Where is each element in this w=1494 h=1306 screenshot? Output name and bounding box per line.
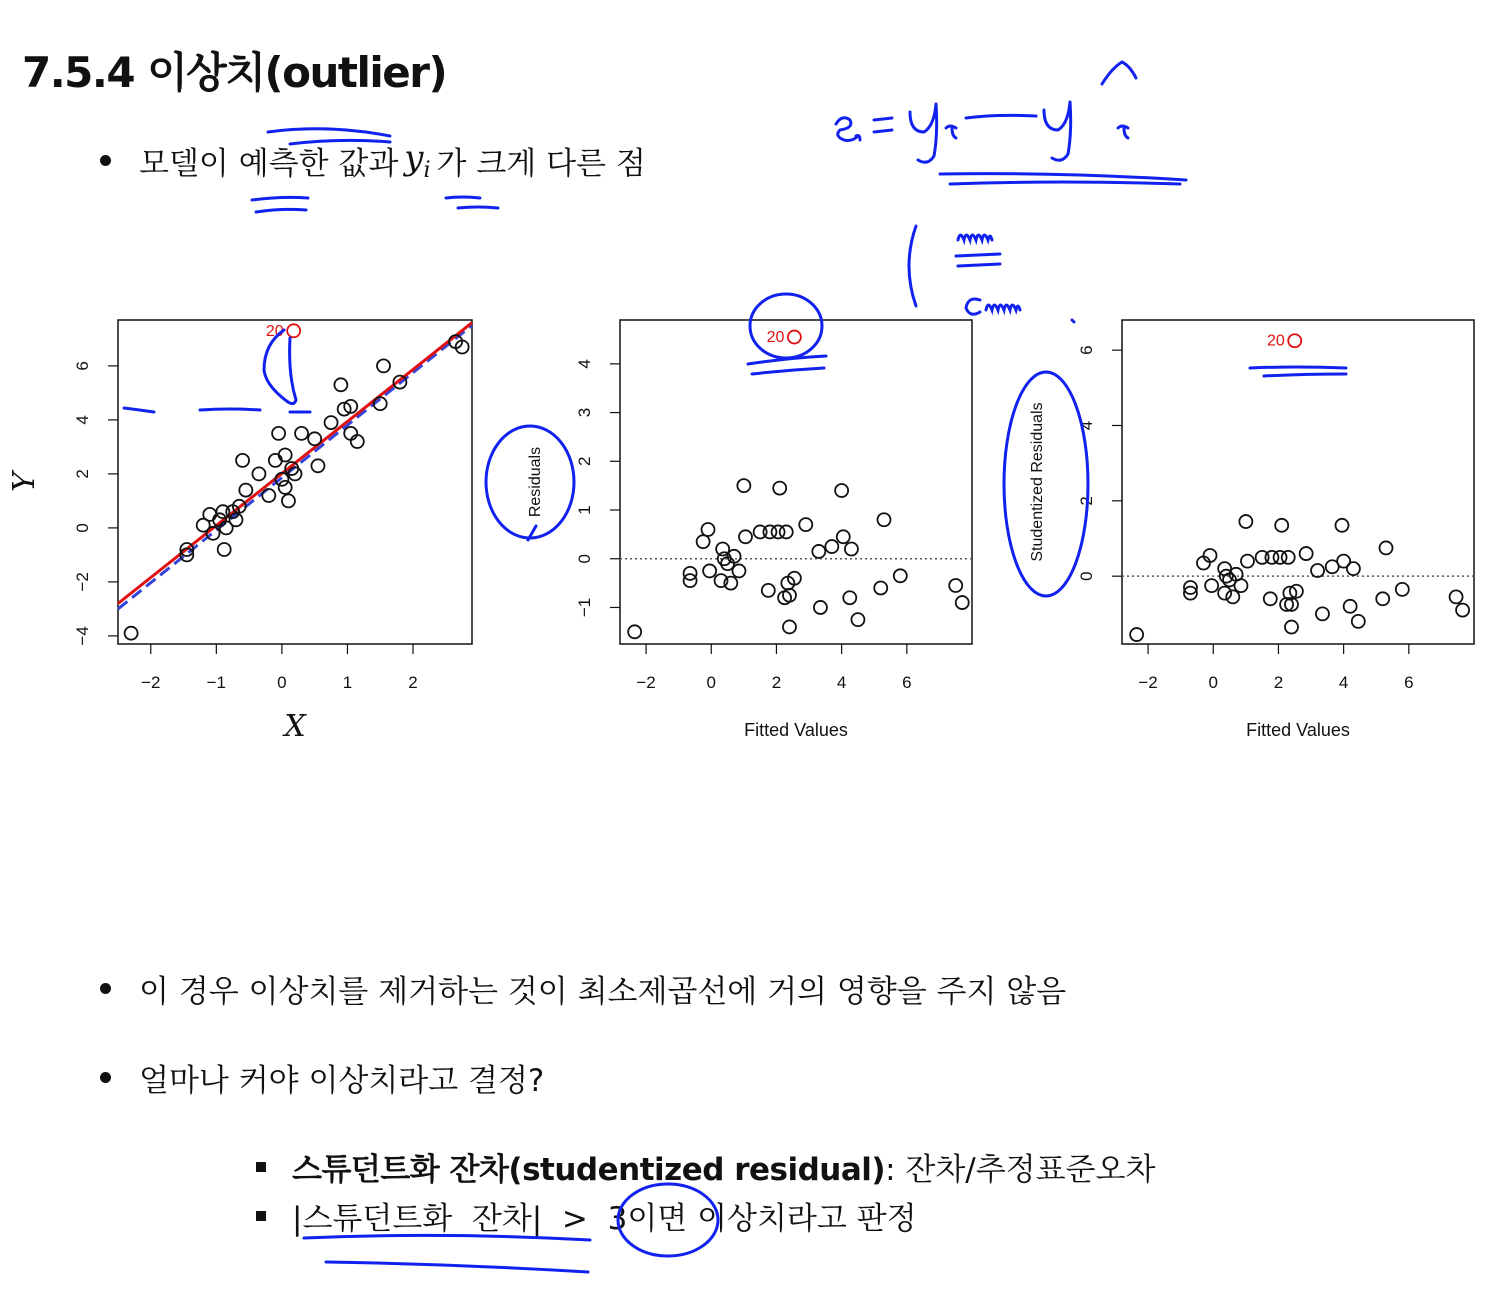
data-point <box>737 479 750 492</box>
y-tick-label: 4 <box>1077 420 1096 431</box>
section-title: 7.5.4 이상치(outlier) <box>22 48 447 97</box>
y-axis-label: Residuals <box>527 446 544 518</box>
sub-bullet-rule <box>256 1193 917 1238</box>
data-point <box>282 494 295 507</box>
data-point <box>1344 600 1357 613</box>
data-point <box>334 378 347 391</box>
y-tick-label: 0 <box>1077 571 1096 581</box>
data-point <box>814 601 827 614</box>
y-tick-label: 0 <box>575 554 594 564</box>
bullet-dot <box>100 1072 111 1083</box>
data-point <box>1130 628 1143 641</box>
x-tick-label: 6 <box>1404 673 1414 692</box>
data-point <box>272 427 285 440</box>
data-point <box>279 481 292 494</box>
sub-bullet-text: : 잔차/추정표준오차 <box>885 1152 1156 1188</box>
x-tick-label: −2 <box>1138 673 1158 692</box>
x-tick-label: 2 <box>408 673 418 692</box>
data-point <box>1456 604 1469 617</box>
x-axis-label: X <box>284 709 306 744</box>
data-point <box>703 564 716 577</box>
data-point <box>239 484 252 497</box>
data-point <box>773 482 786 495</box>
x-tick-label: 2 <box>1273 673 1284 692</box>
x-tick-label: 0 <box>277 673 287 692</box>
data-point <box>1380 541 1393 554</box>
data-point <box>1226 590 1239 603</box>
x-tick-label: 6 <box>902 673 912 692</box>
data-point <box>845 542 858 555</box>
handwritten-formula <box>836 62 1186 184</box>
outlier-point <box>788 331 801 344</box>
data-point <box>1352 615 1365 628</box>
bullet-text: 모델이 예측한 값과 <box>139 146 399 182</box>
data-point <box>311 459 324 472</box>
x-tick-label: −2 <box>636 673 656 692</box>
x-tick-label: 0 <box>1208 673 1218 692</box>
data-point <box>956 596 969 609</box>
data-point <box>812 545 825 558</box>
data-point <box>837 530 850 543</box>
math-sub-i: i <box>423 157 431 183</box>
y-tick-label: 6 <box>73 361 92 371</box>
data-point <box>218 543 231 556</box>
data-point <box>1205 579 1218 592</box>
data-point <box>1450 590 1463 603</box>
y-axis-label: Studentized Residuals <box>1029 402 1046 562</box>
data-point <box>851 613 864 626</box>
data-point <box>325 416 338 429</box>
residuals-chart <box>527 320 972 740</box>
data-point <box>739 530 752 543</box>
data-point <box>894 569 907 582</box>
sub-bullet-square <box>256 1162 266 1172</box>
data-point <box>702 523 715 536</box>
x-axis-label: Fitted Values <box>1246 720 1350 740</box>
data-point <box>1396 583 1409 596</box>
y-tick-label: 2 <box>1077 496 1096 506</box>
sub-bullet-term: 스튜던트화 잔차(studentized residual) <box>292 1152 886 1188</box>
y-tick-label: 4 <box>73 415 92 425</box>
data-point <box>295 427 308 440</box>
data-point <box>1282 551 1295 564</box>
x-tick-label: 4 <box>1338 673 1349 692</box>
data-point <box>1239 515 1252 528</box>
data-point <box>949 579 962 592</box>
x-tick-label: −2 <box>141 673 161 692</box>
bullet-item-question <box>100 1055 544 1100</box>
data-point <box>628 625 641 638</box>
sub-bullet-definition <box>256 1144 1155 1189</box>
y-tick-label: −4 <box>73 626 92 646</box>
data-point <box>236 454 249 467</box>
bullet-item-definition <box>100 138 646 183</box>
data-point <box>262 489 275 502</box>
bullet-text: 이 경우 이상치를 제거하는 것이 최소제곱선에 거의 영향을 주지 않음 <box>139 974 1067 1010</box>
bullet-text-end: 가 크게 다른 점 <box>436 146 646 182</box>
y-tick-label: 2 <box>575 456 594 467</box>
data-point <box>1300 547 1313 560</box>
x-tick-label: 4 <box>836 673 847 692</box>
data-point <box>799 518 812 531</box>
data-point <box>783 620 796 633</box>
bullet-text: 얼마나 커야 이상치라고 결정? <box>139 1063 545 1099</box>
y-tick-label: 4 <box>575 359 594 369</box>
data-point <box>344 427 357 440</box>
y-tick-label: 3 <box>575 407 594 418</box>
data-point <box>783 589 796 602</box>
data-point <box>269 454 282 467</box>
studentized-residuals-chart <box>1029 320 1474 740</box>
x-tick-label: 2 <box>771 673 782 692</box>
data-point <box>1347 562 1360 575</box>
y-tick-label: 2 <box>73 469 92 479</box>
data-point <box>1241 555 1254 568</box>
bullet-dot <box>100 983 111 994</box>
data-point <box>279 449 292 462</box>
outlier-label: 20 <box>1266 332 1285 350</box>
data-point <box>1234 579 1247 592</box>
y-tick-label: 6 <box>1077 345 1096 355</box>
data-point <box>1311 564 1324 577</box>
data-point <box>125 627 138 640</box>
y-tick-label: 0 <box>73 523 92 533</box>
data-point <box>835 484 848 497</box>
data-point <box>351 435 364 448</box>
data-point <box>377 359 390 372</box>
y-axis-label: Y <box>7 472 42 492</box>
data-point <box>1376 592 1389 605</box>
y-tick-label: −1 <box>575 597 594 618</box>
data-point <box>762 584 775 597</box>
data-point <box>308 432 321 445</box>
data-point <box>1218 587 1231 600</box>
bullet-item-effect <box>100 966 1066 1011</box>
data-point <box>1336 519 1349 532</box>
data-point <box>1316 607 1329 620</box>
x-axis-label: Fitted Values <box>744 720 848 740</box>
outlier-label: 20 <box>265 322 284 340</box>
data-point <box>843 591 856 604</box>
sub-bullet-text: |스튜던트화 잔차| > 3이면 이상치라고 판정 <box>292 1201 917 1237</box>
outlier-point <box>1288 334 1301 347</box>
data-point <box>878 513 891 526</box>
scatter-chart-x-y <box>7 320 472 744</box>
x-tick-label: −1 <box>206 673 227 692</box>
data-point <box>1285 621 1298 634</box>
data-point <box>252 467 265 480</box>
data-point <box>825 540 838 553</box>
plot-frame <box>1122 320 1474 644</box>
plot-panel <box>0 300 1494 770</box>
y-tick-label: 1 <box>575 505 594 515</box>
y-tick-label: −2 <box>73 572 92 592</box>
bullet-dot <box>100 155 111 166</box>
sub-bullet-square <box>256 1211 266 1221</box>
data-point <box>874 581 887 594</box>
outlier-point <box>287 324 300 337</box>
data-point <box>203 508 216 521</box>
x-tick-label: 1 <box>342 673 353 692</box>
x-tick-label: 0 <box>706 673 716 692</box>
math-variable <box>404 138 430 183</box>
math-var-y: y <box>404 138 424 179</box>
data-point <box>697 535 710 548</box>
data-point <box>732 564 745 577</box>
data-point <box>1275 519 1288 532</box>
outlier-label: 20 <box>766 329 785 347</box>
data-point <box>780 525 793 538</box>
data-point <box>1264 592 1277 605</box>
